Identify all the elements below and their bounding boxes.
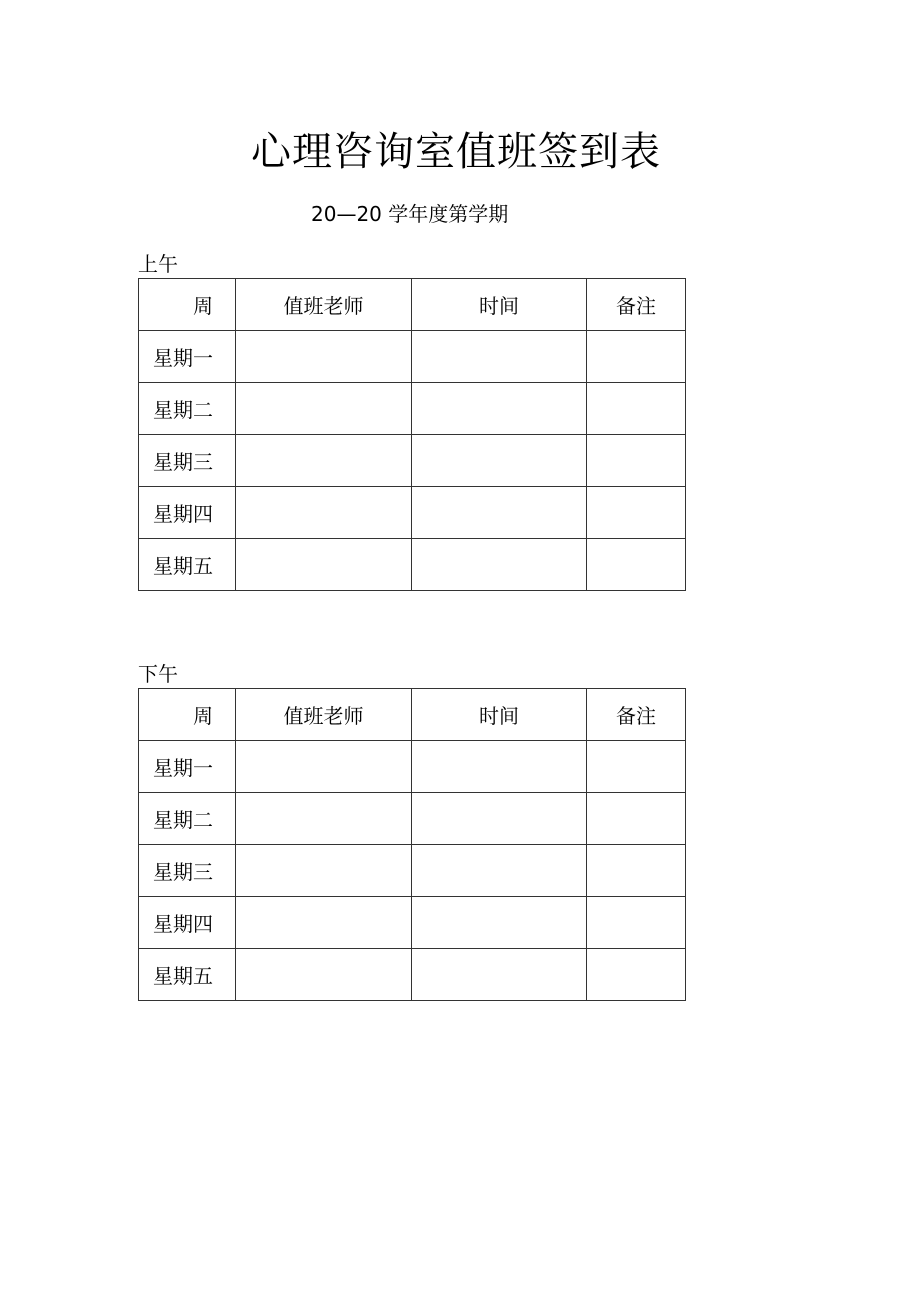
- time-header: 时间: [412, 689, 587, 741]
- note-cell[interactable]: [587, 793, 686, 845]
- teacher-cell[interactable]: [236, 487, 412, 539]
- day-cell-monday: 星期一: [139, 331, 236, 383]
- day-cell-friday: 星期五: [139, 949, 236, 1001]
- teacher-cell[interactable]: [236, 845, 412, 897]
- day-cell-monday: 星期一: [139, 741, 236, 793]
- time-cell[interactable]: [412, 793, 587, 845]
- teacher-cell[interactable]: [236, 383, 412, 435]
- morning-duty-table: [138, 278, 686, 591]
- teacher-cell[interactable]: [236, 435, 412, 487]
- note-cell[interactable]: [587, 539, 686, 591]
- time-header: 时间: [412, 279, 587, 331]
- table-row: [139, 793, 686, 845]
- table-row: [139, 741, 686, 793]
- table-row: [139, 383, 686, 435]
- note-cell[interactable]: [587, 435, 686, 487]
- morning-section-label: 上午: [138, 252, 178, 276]
- week-header: 周: [139, 279, 236, 331]
- note-cell[interactable]: [587, 331, 686, 383]
- afternoon-duty-table: [138, 688, 686, 1001]
- note-cell[interactable]: [587, 845, 686, 897]
- table-row: [139, 487, 686, 539]
- table-row: [139, 435, 686, 487]
- note-cell[interactable]: [587, 487, 686, 539]
- teacher-cell[interactable]: [236, 539, 412, 591]
- note-header: 备注: [587, 279, 686, 331]
- time-cell[interactable]: [412, 741, 587, 793]
- time-cell[interactable]: [412, 845, 587, 897]
- time-cell[interactable]: [412, 383, 587, 435]
- teacher-cell[interactable]: [236, 949, 412, 1001]
- time-cell[interactable]: [412, 487, 587, 539]
- teacher-cell[interactable]: [236, 331, 412, 383]
- academic-year-subtitle: 20—20 学年度第学期: [311, 202, 509, 226]
- table-row: [139, 331, 686, 383]
- table-row: [139, 897, 686, 949]
- page-title: 心理咨询室值班签到表: [251, 129, 661, 175]
- note-cell[interactable]: [587, 741, 686, 793]
- time-cell[interactable]: [412, 435, 587, 487]
- teacher-header: 值班老师: [236, 689, 412, 741]
- note-cell[interactable]: [587, 383, 686, 435]
- time-cell[interactable]: [412, 331, 587, 383]
- time-cell[interactable]: [412, 897, 587, 949]
- week-header: 周: [139, 689, 236, 741]
- afternoon-section-label: 下午: [138, 662, 178, 686]
- teacher-cell[interactable]: [236, 793, 412, 845]
- table-header-row: [139, 279, 686, 331]
- day-cell-tuesday: 星期二: [139, 383, 236, 435]
- day-cell-thursday: 星期四: [139, 897, 236, 949]
- teacher-cell[interactable]: [236, 741, 412, 793]
- time-cell[interactable]: [412, 539, 587, 591]
- note-cell[interactable]: [587, 949, 686, 1001]
- table-row: [139, 949, 686, 1001]
- day-cell-tuesday: 星期二: [139, 793, 236, 845]
- time-cell[interactable]: [412, 949, 587, 1001]
- teacher-cell[interactable]: [236, 897, 412, 949]
- table-header-row: [139, 689, 686, 741]
- day-cell-thursday: 星期四: [139, 487, 236, 539]
- table-row: [139, 539, 686, 591]
- day-cell-wednesday: 星期三: [139, 845, 236, 897]
- note-header: 备注: [587, 689, 686, 741]
- table-row: [139, 845, 686, 897]
- note-cell[interactable]: [587, 897, 686, 949]
- day-cell-friday: 星期五: [139, 539, 236, 591]
- day-cell-wednesday: 星期三: [139, 435, 236, 487]
- teacher-header: 值班老师: [236, 279, 412, 331]
